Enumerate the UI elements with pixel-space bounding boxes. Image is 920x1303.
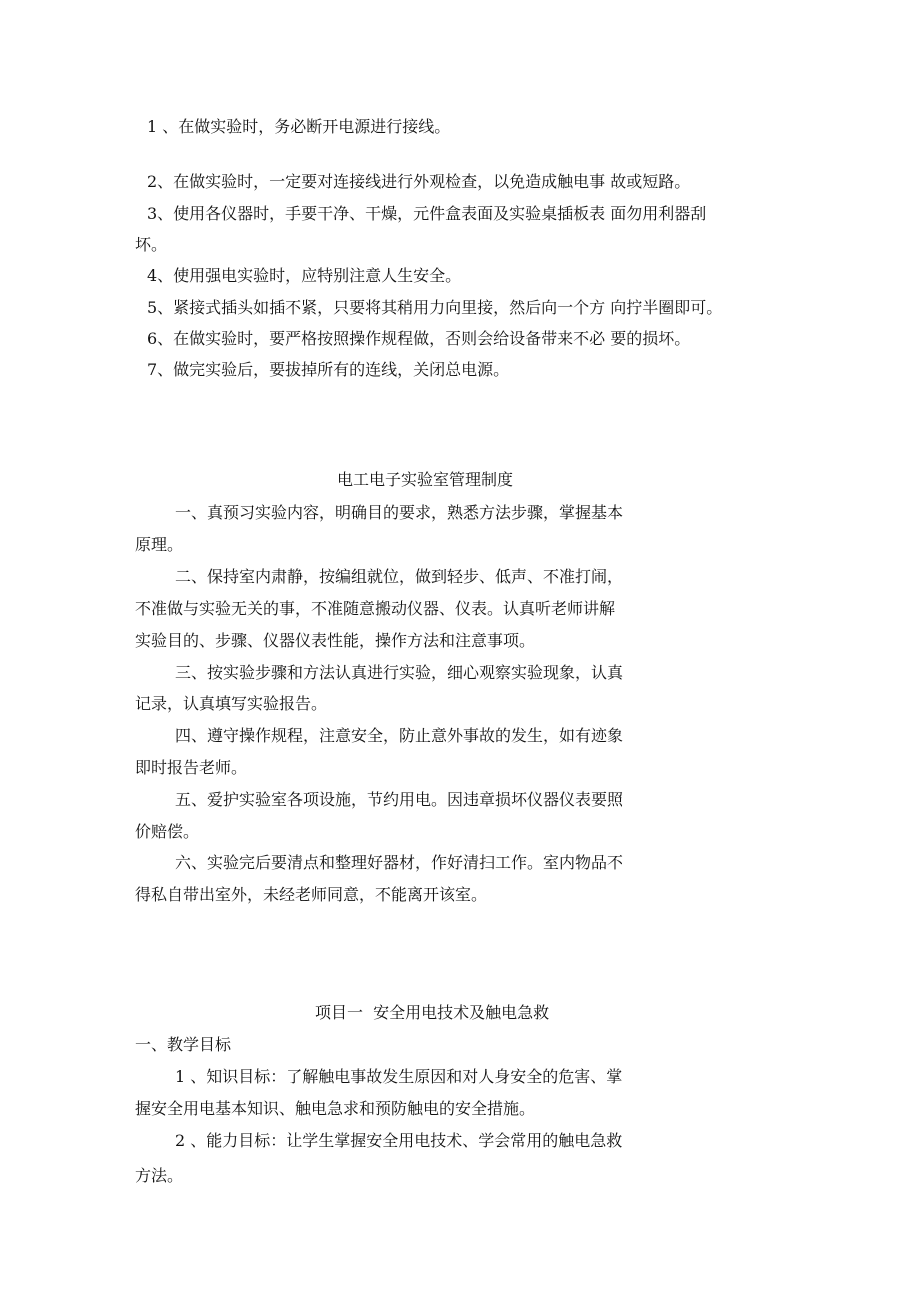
paragraph-line: 价赔偿。	[135, 822, 200, 841]
paragraph-line: 得私自带出室外，未经老师同意，不能离开该室。	[135, 885, 488, 904]
paragraph-line: 2 、能力目标：让学生掌握安全用电技术、学会常用的触电急救	[175, 1131, 623, 1150]
paragraph-line: 五、爱护实验室各项设施，节约用电。因违章损坏仪器仪表要照	[175, 790, 624, 809]
rule-line: 3、使用各仪器时，手要干净、干燥，元件盒表面及实验桌插板表 面勿用利器刮	[147, 204, 707, 223]
paragraph-line: 六、实验完后要清点和整理好器材，作好清扫工作。室内物品不	[175, 853, 624, 872]
section-heading: 一、教学目标	[135, 1035, 232, 1054]
rule-line: 5、紧接式插头如插不紧，只要将其稍用力向里接，然后向一个方 向拧半圈即可。	[147, 298, 723, 317]
paragraph-line: 一、真预习实验内容，明确目的要求，熟悉方法步骤，掌握基本	[175, 503, 624, 522]
paragraph-line: 原理。	[135, 535, 184, 554]
paragraph-line: 即时报告老师。	[135, 758, 248, 777]
rule-line: 坏。	[135, 235, 168, 254]
paragraph-line: 三、按实验步骤和方法认真进行实验，细心观察实验现象，认真	[175, 663, 624, 682]
rule-line: 2、在做实验时，一定要对连接线进行外观检查，以免造成触电事 故或短路。	[147, 172, 691, 191]
rule-line: 4、使用强电实验时，应特别注意人生安全。	[147, 266, 462, 285]
paragraph-line: 1 、知识目标：了解触电事故发生原因和对人身安全的危害、掌	[175, 1067, 623, 1086]
paragraph-line: 方法。	[135, 1166, 184, 1185]
paragraph-line: 二、保持室内肃静，按编组就位，做到轻步、低声、不准打闹，	[175, 567, 624, 586]
rule-line: 7、做完实验后，要拔掉所有的连线，关闭总电源。	[147, 360, 510, 379]
rule-line: 1 、在做实验时，务必断开电源进行接线。	[147, 117, 451, 136]
paragraph-line: 实验目的、步骤、仪器仪表性能，操作方法和注意事项。	[135, 631, 536, 650]
paragraph-line: 记录，认真填写实验报告。	[135, 694, 328, 713]
project-title: 项目一 安全用电技术及触电急救	[315, 1003, 550, 1022]
paragraph-line: 四、遵守操作规程，注意安全，防止意外事故的发生，如有迹象	[175, 726, 624, 745]
rule-line: 6、在做实验时，要严格按照操作规程做，否则会给设备带来不必 要的损坏。	[147, 329, 691, 348]
paragraph-line: 不准做与实验无关的事，不准随意搬动仪器、仪表。认真听老师讲解	[135, 599, 616, 618]
paragraph-line: 握安全用电基本知识、触电急求和预防触电的安全措施。	[135, 1099, 536, 1118]
management-title: 电工电子实验室管理制度	[337, 470, 514, 489]
